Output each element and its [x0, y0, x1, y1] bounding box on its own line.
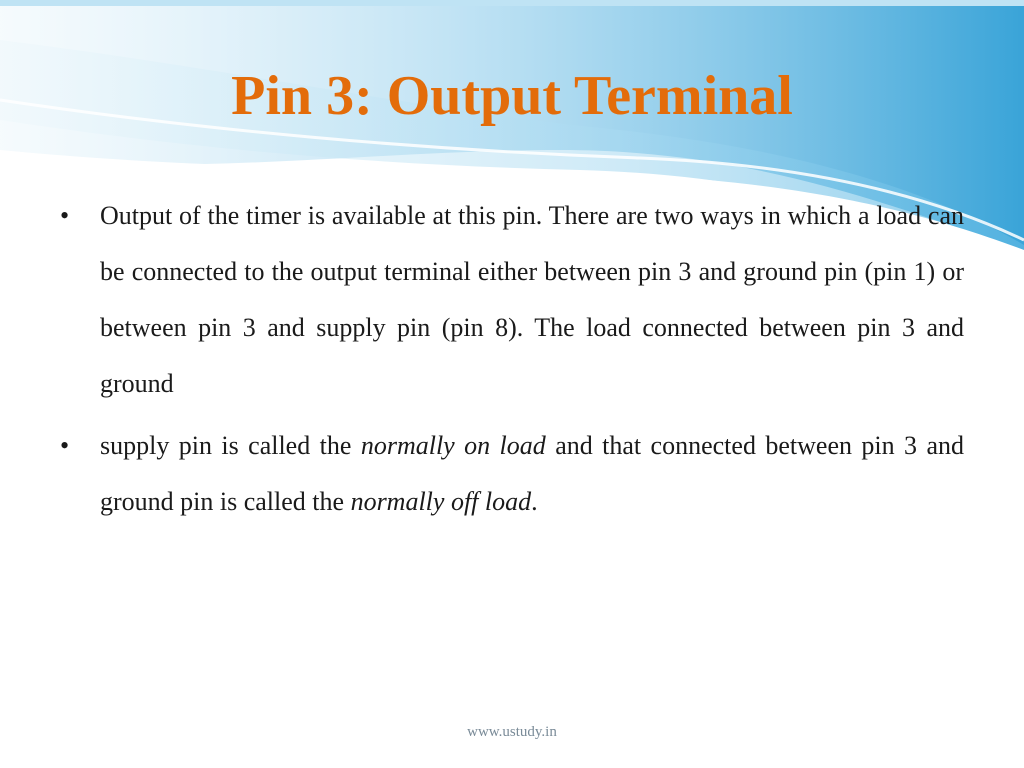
bullet-text-part: . — [531, 487, 538, 516]
bullet-text-part: and that connected between pin 3 and ground pin is called the — [100, 431, 964, 516]
bullet-text-part: supply pin is called the — [100, 431, 361, 460]
emphasis-normally-off-load: normally off load — [350, 487, 532, 516]
bullet-icon: • — [60, 201, 70, 230]
emphasis-normally-on-load: normally on load — [360, 431, 546, 460]
bullet-item — [60, 418, 964, 530]
bullet-text: Output of the timer is available at this pin. There are two ways in which a load can be connected to the output terminal either between pin 3 and ground pin (pin 1) or between pin 3 and supply pin (pin 8). The load connected between pin 3 and ground — [100, 201, 964, 398]
slide-title: Pin 3: Output Terminal — [231, 65, 793, 127]
bullet-list — [60, 188, 964, 536]
bullet-icon: • — [60, 431, 70, 460]
footer-url: www.ustudy.in — [467, 724, 557, 740]
bullet-item — [60, 188, 964, 412]
